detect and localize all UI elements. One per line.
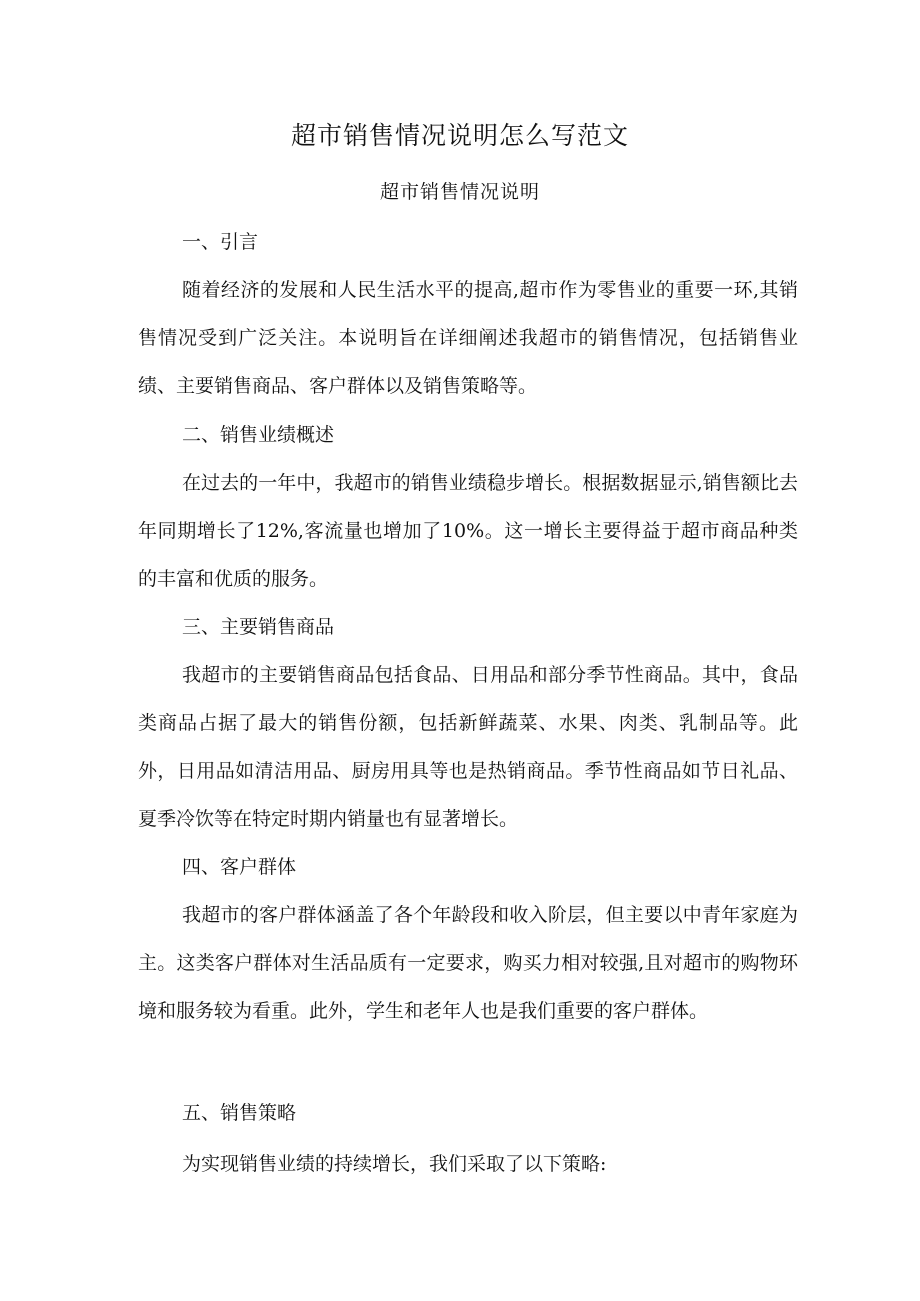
section-heading-main-products: 三、主要销售商品 [182, 616, 335, 638]
paragraph-sales-performance: 在过去的一年中，我超市的销售业绩稳步增长。根据数据显示,销售额比去年同期增长了12%,客流量也增加了10%。这一增长主要得益于超市商品种类的丰富和优质的服务。 [138, 472, 798, 590]
section-heading-customer-groups: 四、客户群体 [182, 856, 297, 878]
paragraph-sales-strategy: 为实现销售业绩的持续增长，我们采取了以下策略: [182, 1153, 607, 1175]
section-heading-sales-strategy: 五、销售策略 [182, 1102, 297, 1124]
section-heading-intro: 一、引言 [182, 231, 259, 253]
section-heading-sales-performance: 二、销售业绩概述 [182, 424, 335, 446]
paragraph-customer-groups: 我超市的客户群体涵盖了各个年龄段和收入阶层，但主要以中青年家庭为主。这类客户群体对生活品质有一定要求，购买力相对较强,且对超市的购物环境和服务较为看重。此外，学生和老年人也是我们重要的客户群体。 [138, 904, 798, 1022]
paragraph-main-products: 我超市的主要销售商品包括食品、日用品和部分季节性商品。其中，食品类商品占据了最大的销售份额，包括新鲜蔬菜、水果、肉类、乳制品等。此外，日用品如清洁用品、厨房用具等也是热销商品。季节性商品如节日礼品、夏季冷饮等在特定时期内销量也有显著增长。 [138, 664, 798, 830]
paragraph-intro: 随着经济的发展和人民生活水平的提高,超市作为零售业的重要一环,其销售情况受到广泛关注。本说明旨在详细阐述我超市的销售情况，包括销售业绩、主要销售商品、客户群体以及销售策略等。 [138, 279, 798, 397]
document-title: 超市销售情况说明怎么写范文 [290, 121, 629, 150]
document-subtitle: 超市销售情况说明 [379, 181, 540, 203]
